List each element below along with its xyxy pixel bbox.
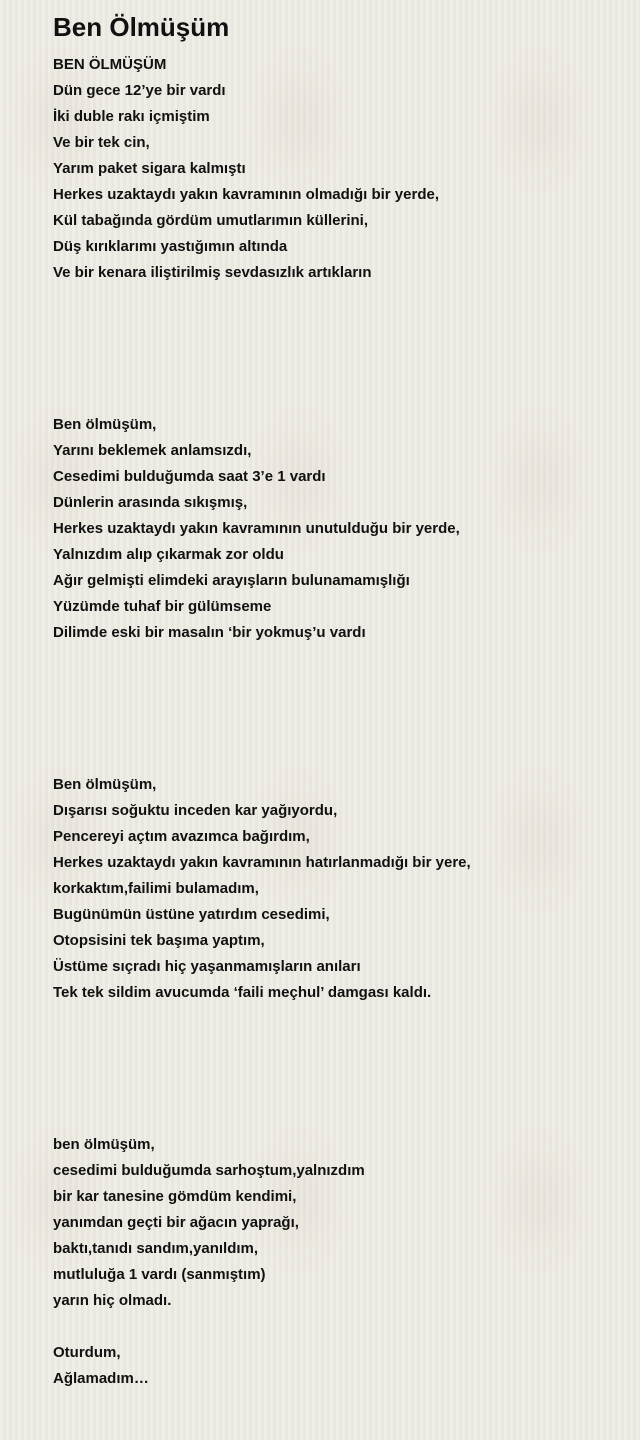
stanza: [53, 772, 471, 1006]
stanza: [53, 1340, 149, 1392]
poem-line: Herkes uzaktaydı yakın kavramının hatırlanmadığı bir yere,: [53, 854, 471, 871]
stanza: [53, 412, 460, 646]
poem-line: Ve bir tek cin,: [53, 134, 150, 151]
poem-line: Yarım paket sigara kalmıştı: [53, 160, 246, 177]
poem-line: Dün gece 12’ye bir vardı: [53, 82, 226, 99]
poem-line: Ben ölmüşüm,: [53, 776, 157, 793]
poem-line: Ben ölmüşüm,: [53, 416, 157, 433]
poem-line: İki duble rakı içmiştim: [53, 108, 210, 125]
poem-line: Yalnızdım alıp çıkarmak zor oldu: [53, 546, 284, 563]
poem-line: Ve bir kenara iliştirilmiş sevdasızlık artıkların: [53, 264, 372, 281]
poem-line: Otopsisini tek başıma yaptım,: [53, 932, 265, 949]
poem-line: ben ölmüşüm,: [53, 1136, 155, 1153]
poem-line: mutluluğa 1 vardı (sanmıştım): [53, 1266, 266, 1283]
poem-line: BEN ÖLMÜŞÜM: [53, 56, 167, 73]
poem-line: Ağlamadım…: [53, 1370, 149, 1387]
poem-line: korkaktım,failimi bulamadım,: [53, 880, 259, 897]
poem-line: baktı,tanıdı sandım,yanıldım,: [53, 1240, 259, 1257]
poem-line: Kül tabağında gördüm umutlarımın küllerini,: [53, 212, 369, 229]
poem-line: Herkes uzaktaydı yakın kavramının unutulduğu bir yerde,: [53, 520, 460, 537]
poem-line: Pencereyi açtım avazımca bağırdım,: [53, 828, 310, 845]
poem-line: Bugünümün üstüne yatırdım cesedimi,: [53, 906, 330, 923]
poem-line: yarın hiç olmadı.: [53, 1292, 172, 1309]
poem-line: Oturdum,: [53, 1344, 121, 1361]
poem-line: Ağır gelmişti elimdeki arayışların bulunamamışlığı: [53, 572, 410, 589]
poem-line: cesedimi bulduğumda sarhoştum,yalnızdım: [53, 1162, 365, 1179]
poem-line: Herkes uzaktaydı yakın kavramının olmadığı bir yerde,: [53, 186, 439, 203]
poem-line: bir kar tanesine gömdüm kendimi,: [53, 1188, 297, 1205]
poem-line: Düş kırıklarımı yastığımın altında: [53, 238, 288, 255]
poem-line: Dilimde eski bir masalın ‘bir yokmuş’u vardı: [53, 624, 366, 641]
poem-line: yanımdan geçti bir ağacın yaprağı,: [53, 1214, 299, 1231]
poem-line: Üstüme sıçradı hiç yaşanmamışların anıları: [53, 958, 361, 975]
poem-line: Dünlerin arasında sıkışmış,: [53, 494, 248, 511]
poem-title: Ben Ölmüşüm: [53, 12, 230, 42]
poem-line: Cesedimi bulduğumda saat 3’e 1 vardı: [53, 468, 326, 485]
poem-line: Dışarısı soğuktu inceden kar yağıyordu,: [53, 802, 338, 819]
stanza: [53, 1132, 365, 1314]
poem-line: Yüzümde tuhaf bir gülümseme: [53, 598, 272, 615]
poem-line: Yarını beklemek anlamsızdı,: [53, 442, 252, 459]
stanza: [53, 52, 439, 286]
poem-line: Tek tek sildim avucumda ‘faili meçhul’ damgası kaldı.: [53, 984, 432, 1001]
